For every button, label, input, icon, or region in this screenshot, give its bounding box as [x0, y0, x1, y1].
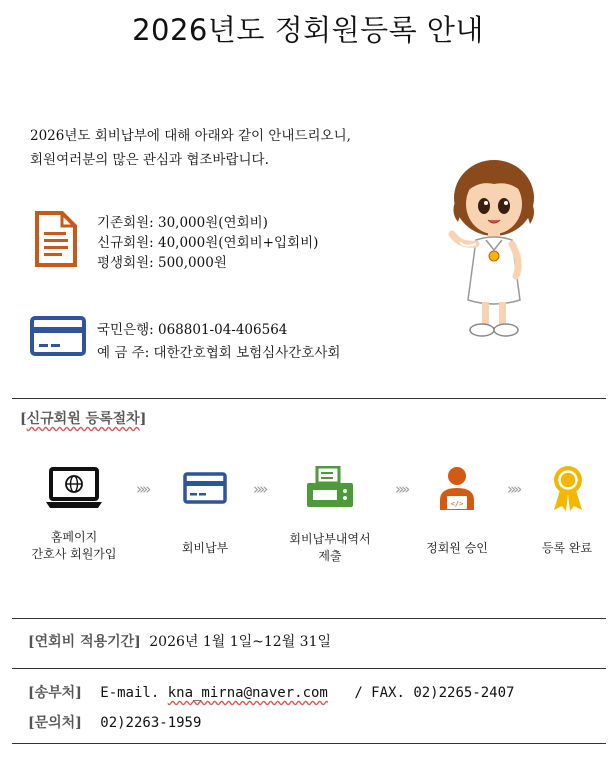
- credit-card-icon: [30, 316, 86, 360]
- step-1-line-2: 간호사 회원가입: [31, 547, 117, 561]
- chevron-icon-3: »»: [395, 480, 408, 498]
- step-label-2: [140, 540, 270, 557]
- step-4-line-1: 정회원 승인: [426, 541, 488, 555]
- divider-lower: [12, 668, 606, 669]
- step-label-1: [9, 529, 139, 563]
- step-label-3: [265, 531, 395, 565]
- inquiry-phone: 02)2263-1959: [100, 715, 202, 731]
- fax-machine-icon: [305, 466, 355, 514]
- divider-middle: [12, 618, 606, 619]
- divider-top: [12, 398, 606, 399]
- award-ribbon-icon: [551, 464, 585, 516]
- person-laptop-icon: [437, 466, 477, 516]
- fee-period-value: 2026년 1월 1일~12월 31일: [149, 634, 332, 650]
- email-prefix: E-mail.: [100, 685, 160, 701]
- chevron-icon-1: »»: [136, 480, 149, 498]
- step-label-5: [502, 540, 616, 557]
- intro-line-1: 2026년도 회비납부에 대해 아래와 같이 안내드리오니,: [30, 128, 351, 144]
- divider-bottom: [12, 743, 606, 744]
- step-3-line-2: 제출: [318, 549, 342, 563]
- intro-line-2: 회원여러분의 많은 관심과 협조바랍니다.: [30, 152, 269, 168]
- laptop-globe-icon: [45, 466, 103, 514]
- account-holder: 예 금 주: 대한간호협회 보험심사간호사회: [97, 345, 341, 361]
- credit-card-icon-step: [183, 472, 227, 508]
- page-title: 2026년도 정회원등록 안내: [132, 13, 484, 47]
- submit-row: [28, 682, 514, 702]
- fee-period-row: [28, 631, 331, 651]
- fax-number: / FAX. 02)2265-2407: [354, 685, 515, 701]
- step-2-line-1: 회비납부: [181, 541, 229, 555]
- procedure-heading: [20, 408, 146, 428]
- chevron-icon-2: »»: [253, 480, 266, 498]
- fee-period-label: [연회비 적용기간]: [28, 634, 141, 650]
- chevron-icon-4: »»: [507, 480, 520, 498]
- submit-label: [송부처]: [28, 685, 82, 701]
- nurse-character-illustration: [442, 150, 542, 354]
- step-3-line-1: 회비납부내역서: [289, 532, 371, 546]
- procedure-heading-text: 신규회원 등록절차: [26, 411, 140, 427]
- inquiry-row: [28, 712, 201, 732]
- inquiry-label: [문의처]: [28, 715, 82, 731]
- bracket-close: ]: [139, 411, 147, 427]
- step-1-line-1: 홈페이지: [50, 530, 98, 544]
- fee-existing: 기존회원: 30,000원(연회비): [97, 215, 268, 231]
- bracket-open: [: [20, 411, 27, 427]
- fee-lifetime: 평생회원: 500,000원: [97, 255, 227, 271]
- document-icon: [34, 210, 78, 272]
- svg-text:</>: </>: [450, 500, 464, 508]
- step-5-line-1: 등록 완료: [541, 541, 593, 555]
- bank-account: 국민은행: 068801-04-406564: [97, 322, 288, 338]
- fee-new: 신규회원: 40,000원(연회비+입회비): [97, 235, 319, 251]
- email-link[interactable]: kna_mirna@naver.com: [167, 685, 328, 701]
